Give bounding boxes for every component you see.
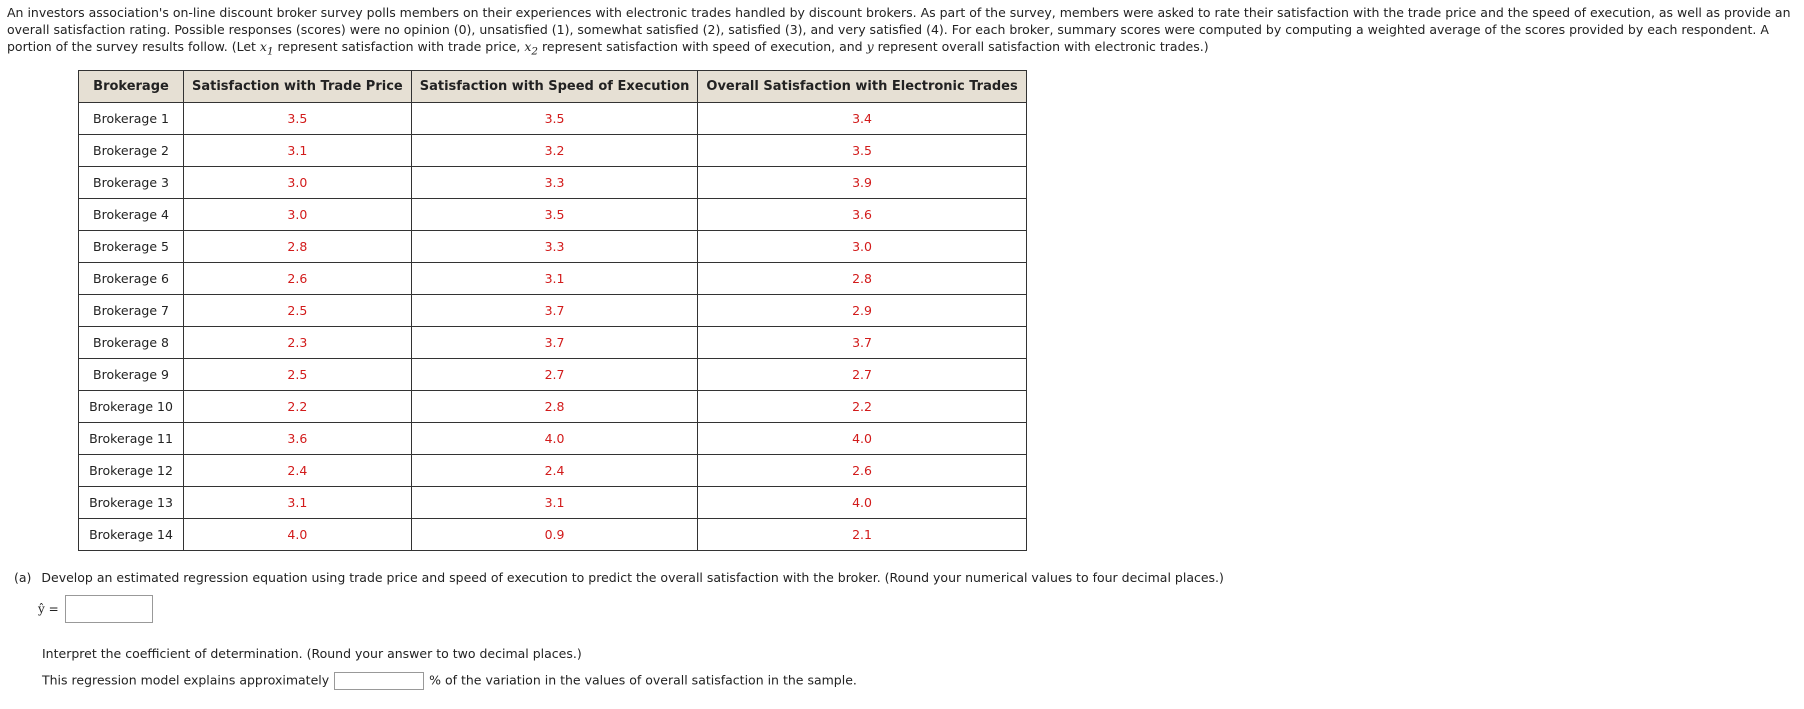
speed-execution-cell: 3.2: [411, 135, 698, 167]
overall-satisfaction-cell: 2.9: [698, 295, 1026, 327]
speed-execution-cell: 3.3: [411, 231, 698, 263]
header-brokerage: Brokerage: [79, 71, 184, 103]
brokerage-name-cell: Brokerage 6: [79, 263, 184, 295]
survey-results-table: [78, 70, 1027, 551]
y-variable: y: [866, 39, 874, 54]
brokerage-name-cell: Brokerage 2: [79, 135, 184, 167]
brokerage-name-cell: Brokerage 14: [79, 519, 184, 551]
brokerage-name-cell: Brokerage 4: [79, 199, 184, 231]
speed-execution-cell: 3.3: [411, 167, 698, 199]
brokerage-name-cell: Brokerage 9: [79, 359, 184, 391]
header-trade-price: Satisfaction with Trade Price: [184, 71, 412, 103]
table-row: [79, 295, 1027, 327]
overall-satisfaction-cell: 2.7: [698, 359, 1026, 391]
brokerage-name-cell: Brokerage 3: [79, 167, 184, 199]
speed-execution-cell: 2.8: [411, 391, 698, 423]
overall-satisfaction-cell: 2.8: [698, 263, 1026, 295]
trade-price-cell: 2.3: [184, 327, 412, 359]
speed-execution-cell: 3.7: [411, 327, 698, 359]
overall-satisfaction-cell: 3.5: [698, 135, 1026, 167]
table-row: [79, 327, 1027, 359]
overall-satisfaction-cell: 3.0: [698, 231, 1026, 263]
overall-satisfaction-cell: 2.1: [698, 519, 1026, 551]
speed-execution-cell: 3.1: [411, 263, 698, 295]
overall-satisfaction-cell: 3.4: [698, 103, 1026, 135]
overall-satisfaction-cell: 2.2: [698, 391, 1026, 423]
brokerage-name-cell: Brokerage 8: [79, 327, 184, 359]
trade-price-cell: 3.0: [184, 199, 412, 231]
speed-execution-cell: 2.4: [411, 455, 698, 487]
x1-variable: $x_1$: [259, 39, 274, 58]
trade-price-cell: 3.1: [184, 487, 412, 519]
part-a: [14, 569, 1224, 586]
brokerage-name-cell: Brokerage 13: [79, 487, 184, 519]
table-row: [79, 263, 1027, 295]
brokerage-name-cell: Brokerage 7: [79, 295, 184, 327]
trade-price-cell: 4.0: [184, 519, 412, 551]
table-row: [79, 359, 1027, 391]
table-header-row: [79, 71, 1027, 103]
brokerage-name-cell: Brokerage 10: [79, 391, 184, 423]
table-body: [79, 103, 1027, 551]
trade-price-cell: 2.5: [184, 295, 412, 327]
trade-price-cell: 3.5: [184, 103, 412, 135]
table-row: [79, 487, 1027, 519]
overall-satisfaction-cell: 3.7: [698, 327, 1026, 359]
speed-execution-cell: 3.5: [411, 103, 698, 135]
x2-variable: $x_2$: [524, 39, 539, 58]
trade-price-cell: 2.5: [184, 359, 412, 391]
sentence-before: This regression model explains approximately: [42, 672, 330, 688]
overall-satisfaction-cell: 3.6: [698, 199, 1026, 231]
intro-text-1: An investors association's on-line discount broker survey polls members on their experiences with electronic trades handled by discount brokers. As part of the survey, members were asked to rate their satisfaction with the trade price and the speed of execution, as well as provide an overall satisfaction rating. Possible responses (scores) were no opinion (0), unsatisfied (1), somewhat satisfied (2), satisfied (3), and very satisfied (4). For each broker, summary scores were computed by computing a weighted average of the scores provided by each respondent. A portion of the survey results follow. (Let: [7, 5, 1791, 54]
regression-equation-input[interactable]: [65, 595, 153, 623]
overall-satisfaction-cell: 4.0: [698, 423, 1026, 455]
trade-price-cell: 3.6: [184, 423, 412, 455]
intro-text-2: represent satisfaction with trade price,: [273, 39, 525, 54]
overall-satisfaction-cell: 3.9: [698, 167, 1026, 199]
table-row: [79, 167, 1027, 199]
r-squared-sentence: [42, 672, 857, 690]
speed-execution-cell: 3.7: [411, 295, 698, 327]
intro-text-3: represent satisfaction with speed of execution, and: [538, 39, 867, 54]
trade-price-cell: 3.0: [184, 167, 412, 199]
speed-execution-cell: 4.0: [411, 423, 698, 455]
overall-satisfaction-cell: 4.0: [698, 487, 1026, 519]
table-row: [79, 455, 1027, 487]
speed-execution-cell: 0.9: [411, 519, 698, 551]
intro-text-4: represent overall satisfaction with electronic trades.): [873, 39, 1209, 54]
brokerage-name-cell: Brokerage 11: [79, 423, 184, 455]
brokerage-name-cell: Brokerage 12: [79, 455, 184, 487]
overall-satisfaction-cell: 2.6: [698, 455, 1026, 487]
trade-price-cell: 2.8: [184, 231, 412, 263]
part-a-label: (a): [14, 570, 32, 585]
table-row: [79, 423, 1027, 455]
yhat-row: [38, 595, 153, 623]
speed-execution-cell: 2.7: [411, 359, 698, 391]
speed-execution-cell: 3.1: [411, 487, 698, 519]
percent-explained-input[interactable]: [334, 672, 424, 690]
brokerage-name-cell: Brokerage 5: [79, 231, 184, 263]
yhat-label: ŷ =: [38, 602, 59, 616]
problem-statement: [7, 4, 1797, 61]
part-a-question: Develop an estimated regression equation using trade price and speed of execution to predict the overall satisfaction with the broker. (Round your numerical values to four decimal places.): [41, 570, 1224, 585]
brokerage-name-cell: Brokerage 1: [79, 103, 184, 135]
table-row: [79, 519, 1027, 551]
speed-execution-cell: 3.5: [411, 199, 698, 231]
table-row: [79, 135, 1027, 167]
trade-price-cell: 2.4: [184, 455, 412, 487]
interpret-prompt: Interpret the coefficient of determination. (Round your answer to two decimal places.): [42, 646, 582, 661]
trade-price-cell: 3.1: [184, 135, 412, 167]
header-speed-of-execution: Satisfaction with Speed of Execution: [411, 71, 698, 103]
trade-price-cell: 2.6: [184, 263, 412, 295]
table-row: [79, 231, 1027, 263]
sentence-after: % of the variation in the values of overall satisfaction in the sample.: [429, 672, 857, 688]
table-row: [79, 199, 1027, 231]
table-row: [79, 391, 1027, 423]
trade-price-cell: 2.2: [184, 391, 412, 423]
header-overall-satisfaction: Overall Satisfaction with Electronic Trades: [698, 71, 1026, 103]
table-row: [79, 103, 1027, 135]
